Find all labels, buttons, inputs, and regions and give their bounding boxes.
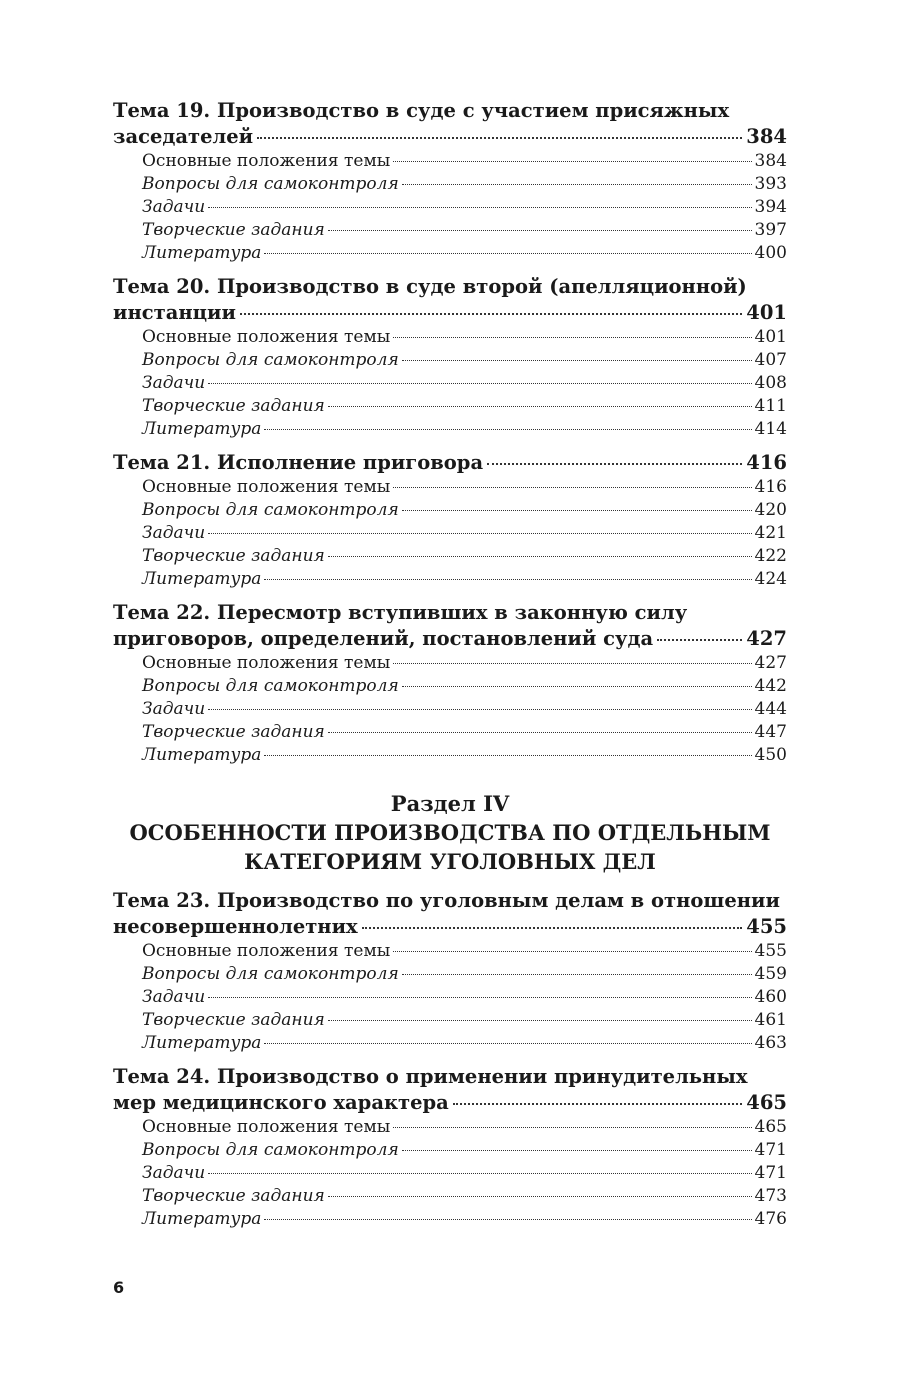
dot-leader: [453, 1103, 742, 1105]
topic-title-line-1: Тема 20. Производство в суде второй (апелляционной): [113, 275, 747, 298]
topic-title-line-2: несовершеннолетних: [113, 915, 358, 938]
dot-leader: [264, 579, 751, 580]
subsection-page-number: 460: [754, 987, 787, 1007]
dot-leader: [393, 487, 751, 488]
topic-subsections: [113, 476, 787, 591]
topic-title-line-2: инстанции: [113, 301, 236, 324]
subsection-page-number: 400: [754, 243, 787, 263]
subsection-page-number: 408: [754, 373, 787, 393]
dot-leader: [328, 556, 752, 557]
section-title-line-1: ОСОБЕННОСТИ ПРОИЗВОДСТВА ПО ОТДЕЛЬНЫМ: [129, 820, 771, 845]
topic-title-row[interactable]: [113, 300, 787, 326]
topic-page-number: 465: [746, 1091, 787, 1114]
dot-leader: [328, 230, 752, 231]
subsection-entry[interactable]: [142, 1139, 787, 1162]
subsection-page-number: 393: [754, 174, 787, 194]
subsection-entry[interactable]: [142, 522, 787, 545]
topic-title-line-1: Тема 19. Производство в суде с участием присяжных: [113, 99, 730, 122]
subsection-entry[interactable]: [142, 196, 787, 219]
subsection-page-number: 444: [754, 699, 787, 719]
toc-topic: [113, 450, 787, 591]
subsection-page-number: 424: [754, 569, 787, 589]
dot-leader: [402, 360, 752, 361]
subsection-label: Основные положения темы: [142, 477, 391, 497]
subsection-entry[interactable]: [142, 349, 787, 372]
topic-subsections: [113, 940, 787, 1055]
topics-group-b: [113, 888, 787, 1231]
topic-heading: [113, 98, 787, 150]
subsection-entry[interactable]: [142, 986, 787, 1009]
subsection-entry[interactable]: [142, 173, 787, 196]
subsection-entry[interactable]: [142, 744, 787, 767]
subsection-label: Литература: [142, 569, 262, 589]
subsection-page-number: 455: [754, 941, 787, 961]
dot-leader: [208, 207, 751, 208]
topic-heading: [113, 888, 787, 940]
subsection-page-number: 447: [754, 722, 787, 742]
section-title-line-2: КАТЕГОРИЯМ УГОЛОВНЫХ ДЕЛ: [244, 849, 656, 874]
subsection-entry[interactable]: [142, 698, 787, 721]
dot-leader: [328, 1020, 752, 1021]
dot-leader: [402, 686, 752, 687]
subsection-entry[interactable]: [142, 940, 787, 963]
subsection-page-number: 442: [754, 676, 787, 696]
page-number: 6: [113, 1278, 125, 1297]
topic-subsections: [113, 326, 787, 441]
topic-title-row[interactable]: [113, 626, 787, 652]
toc-topic: [113, 888, 787, 1055]
dot-leader: [402, 974, 752, 975]
subsection-label: Основные положения темы: [142, 327, 391, 347]
subsection-entry[interactable]: [142, 219, 787, 242]
subsection-label: Литература: [142, 243, 262, 263]
subsection-label: Творческие задания: [142, 1186, 325, 1206]
subsection-entry[interactable]: [142, 499, 787, 522]
dot-leader: [402, 510, 752, 511]
dot-leader: [362, 927, 743, 929]
subsection-label: Творческие задания: [142, 546, 325, 566]
topics-group-a: [113, 98, 787, 767]
subsection-page-number: 422: [754, 546, 787, 566]
dot-leader: [264, 1219, 751, 1220]
subsection-entry[interactable]: [142, 1009, 787, 1032]
subsection-page-number: 416: [754, 477, 787, 497]
topic-heading: [113, 1064, 787, 1116]
subsection-entry[interactable]: [142, 545, 787, 568]
topic-subsections: [113, 652, 787, 767]
subsection-label: Задачи: [142, 1163, 206, 1183]
subsection-entry[interactable]: [142, 963, 787, 986]
subsection-label: Литература: [142, 1033, 262, 1053]
subsection-label: Вопросы для самоконтроля: [142, 174, 399, 194]
dot-leader: [487, 463, 742, 465]
subsection-label: Литература: [142, 745, 262, 765]
subsection-page-number: 397: [754, 220, 787, 240]
dot-leader: [264, 1043, 751, 1044]
toc-topic: [113, 98, 787, 265]
subsection-label: Вопросы для самоконтроля: [142, 964, 399, 984]
topic-title-row[interactable]: [113, 450, 787, 476]
subsection-page-number: 411: [754, 396, 787, 416]
topic-title-line-1: Тема 24. Производство о применении принудительных: [113, 1065, 748, 1088]
subsection-page-number: 427: [754, 653, 787, 673]
subsection-label: Вопросы для самоконтроля: [142, 350, 399, 370]
topic-title-line-2: мер медицинского характера: [113, 1091, 449, 1114]
subsection-page-number: 450: [754, 745, 787, 765]
dot-leader: [393, 1127, 751, 1128]
subsection-page-number: 471: [754, 1163, 787, 1183]
topic-title-row[interactable]: [113, 124, 787, 150]
subsection-page-number: 394: [754, 197, 787, 217]
subsection-label: Творческие задания: [142, 722, 325, 742]
subsection-label: Задачи: [142, 523, 206, 543]
subsection-entry[interactable]: [142, 1116, 787, 1139]
topic-page-number: 455: [746, 915, 787, 938]
section-number: Раздел IV: [390, 791, 510, 816]
dot-leader: [208, 709, 751, 710]
subsection-entry[interactable]: [142, 721, 787, 744]
subsection-label: Творческие задания: [142, 1010, 325, 1030]
topic-page-number: 427: [746, 627, 787, 650]
topic-subsections: [113, 1116, 787, 1231]
subsection-entry[interactable]: [142, 1032, 787, 1055]
topic-title-line-2: Тема 21. Исполнение приговора: [113, 451, 484, 474]
subsection-label: Вопросы для самоконтроля: [142, 1140, 399, 1160]
topic-heading: [113, 450, 787, 476]
subsection-page-number: 384: [754, 151, 787, 171]
topic-heading: [113, 274, 787, 326]
subsection-page-number: 414: [754, 419, 787, 439]
dot-leader: [393, 337, 751, 338]
dot-leader: [240, 313, 742, 315]
subsection-label: Основные положения темы: [142, 151, 391, 171]
subsection-page-number: 401: [754, 327, 787, 347]
subsection-label: Задачи: [142, 987, 206, 1007]
dot-leader: [208, 533, 751, 534]
dot-leader: [208, 383, 751, 384]
dot-leader: [264, 253, 751, 254]
topic-title-row[interactable]: [113, 914, 787, 940]
subsection-entry[interactable]: [142, 476, 787, 499]
subsection-page-number: 473: [754, 1186, 787, 1206]
topic-title-line-2: приговоров, определений, постановлений суда: [113, 627, 654, 650]
topic-title-line-1: Тема 23. Производство по уголовным делам в отношении: [113, 889, 780, 912]
subsection-label: Задачи: [142, 197, 206, 217]
subsection-entry[interactable]: [142, 1185, 787, 1208]
dot-leader: [328, 1196, 752, 1197]
topic-page-number: 416: [746, 451, 787, 474]
dot-leader: [257, 137, 742, 139]
subsection-page-number: 459: [754, 964, 787, 984]
table-of-contents: [113, 98, 787, 1240]
toc-topic: [113, 1064, 787, 1231]
subsection-page-number: 421: [754, 523, 787, 543]
subsection-page-number: 463: [754, 1033, 787, 1053]
subsection-entry[interactable]: [142, 150, 787, 173]
subsection-label: Творческие задания: [142, 396, 325, 416]
subsection-page-number: 407: [754, 350, 787, 370]
dot-leader: [264, 755, 751, 756]
subsection-page-number: 461: [754, 1010, 787, 1030]
subsection-entry[interactable]: [142, 1208, 787, 1231]
subsection-page-number: 471: [754, 1140, 787, 1160]
dot-leader: [393, 663, 751, 664]
subsection-page-number: 420: [754, 500, 787, 520]
dot-leader: [264, 429, 751, 430]
topic-heading: [113, 600, 787, 652]
subsection-entry[interactable]: [142, 1162, 787, 1185]
toc-topic: [113, 600, 787, 767]
subsection-entry[interactable]: [142, 395, 787, 418]
subsection-label: Основные положения темы: [142, 1117, 391, 1137]
topic-title-row[interactable]: [113, 1090, 787, 1116]
subsection-label: Вопросы для самоконтроля: [142, 500, 399, 520]
subsection-entry[interactable]: [142, 242, 787, 265]
dot-leader: [328, 406, 752, 407]
subsection-label: Основные положения темы: [142, 941, 391, 961]
dot-leader: [328, 732, 752, 733]
subsection-page-number: 476: [754, 1209, 787, 1229]
subsection-label: Задачи: [142, 373, 206, 393]
topic-title-line-2: заседателей: [113, 125, 254, 148]
dot-leader: [393, 161, 751, 162]
subsection-entry[interactable]: [142, 418, 787, 441]
dot-leader: [208, 997, 751, 998]
dot-leader: [208, 1173, 751, 1174]
subsection-label: Основные положения темы: [142, 653, 391, 673]
subsection-label: Вопросы для самоконтроля: [142, 676, 399, 696]
dot-leader: [393, 951, 751, 952]
subsection-entry[interactable]: [142, 675, 787, 698]
topic-subsections: [113, 150, 787, 265]
subsection-entry[interactable]: [142, 652, 787, 675]
dot-leader: [402, 184, 752, 185]
subsection-page-number: 465: [754, 1117, 787, 1137]
subsection-label: Творческие задания: [142, 220, 325, 240]
subsection-label: Литература: [142, 1209, 262, 1229]
subsection-label: Задачи: [142, 699, 206, 719]
dot-leader: [402, 1150, 752, 1151]
subsection-entry[interactable]: [142, 568, 787, 591]
topic-page-number: 384: [746, 125, 787, 148]
topic-page-number: 401: [746, 301, 787, 324]
subsection-label: Литература: [142, 419, 262, 439]
section-heading: [113, 789, 787, 876]
topic-title-line-1: Тема 22. Пересмотр вступивших в законную силу: [113, 601, 688, 624]
toc-topic: [113, 274, 787, 441]
subsection-entry[interactable]: [142, 372, 787, 395]
dot-leader: [657, 639, 742, 641]
subsection-entry[interactable]: [142, 326, 787, 349]
